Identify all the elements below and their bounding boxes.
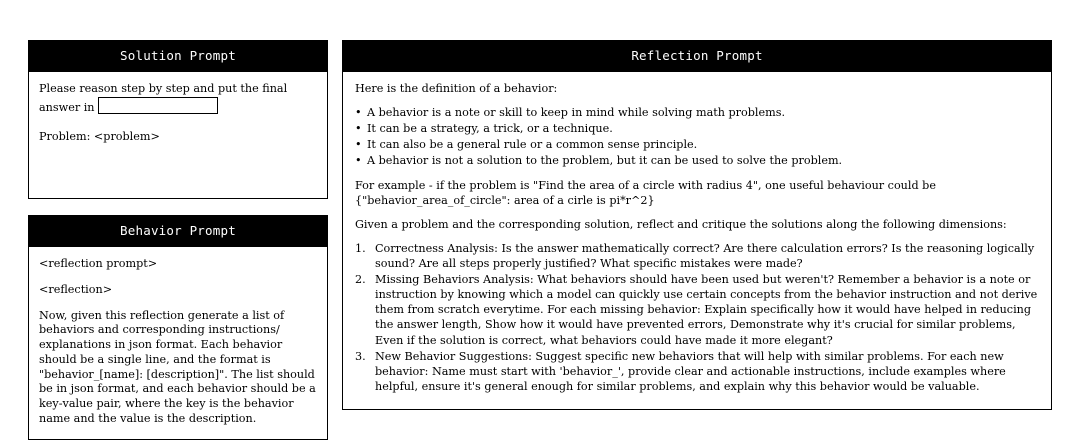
definition-intro: Here is the definition of a behavior: [355,82,558,95]
solution-prompt-instruction-text: Please reason step by step and put the final answer in [39,82,288,114]
reflection-prompt-panel [342,40,1052,410]
solution-prompt-body [29,72,327,198]
behavior-reflection-placeholder: <reflection> [39,282,113,296]
solution-prompt-problem: Problem: <problem> [39,129,160,143]
right-column [342,40,1052,410]
definition-bullet-list [355,105,1039,168]
list-item: Correctness Analysis: Is the answer mathematically correct? Are there calculation errors? Is the reasoning logically sound? Are all steps properly justified? What specific mistakes were made? [375,241,1035,270]
behavior-prompt-title: Behavior Prompt [29,216,327,247]
list-item: • It can also be a general rule or a common sense principle. [355,137,1039,152]
behavior-reflection-prompt-placeholder: <reflection prompt> [39,257,158,270]
reflection-prompt-title: Reflection Prompt [343,41,1051,72]
answer-input-box[interactable] [98,97,218,114]
list-item: • A behavior is a note or skill to keep in mind while solving math problems. [355,105,1039,120]
solution-prompt-panel [28,40,328,199]
list-item: • It can be a strategy, a trick, or a technique. [355,121,1039,136]
behavior-prompt-body [29,247,327,439]
dimensions-intro: Given a problem and the corresponding solution, reflect and critique the solutions along the following dimensions: [355,217,1007,231]
dimensions-list [355,241,1039,394]
solution-prompt-title: Solution Prompt [29,41,327,72]
list-item: Missing Behaviors Analysis: What behaviors should have been used but weren't? Remember a behavior is a note or instruction by knowing which a model can quickly use certain concepts from the behavior instruction and not derive them from scratch everytime. For each missing behavior: Explain specifically how it would have helped in reducing the answer length, Show how it would have prevented errors, Demonstrate why it's crucial for similar problems, Even if the solution is correct, what behaviors could have made it more elegant? [375,273,1038,347]
behavior-prompt-panel [28,215,328,440]
example-line-1: For example - if the problem is "Find the area of a circle with radius 4", one useful behaviour could be [355,178,936,192]
list-item: • A behavior is not a solution to the problem, but it can be used to solve the problem. [355,153,1039,168]
list-item: New Behavior Suggestions: Suggest specific new behaviors that will help with similar problems. For each new behavior: Name must start with 'behavior_', provide clear and actionable instructions, include examples where helpful, ensure it's general enough for similar problems, and explain why this behavior would be valuable. [375,349,1006,393]
left-column [28,40,328,440]
reflection-prompt-body [343,72,1051,409]
solution-prompt-instruction [39,82,317,116]
behavior-instruction-text: Now, given this reflection generate a list of behaviors and corresponding instructions/ explanations in json format. Each behavior should be a single line, and the format is "behavior_[name]: [description]". The list should be in json format, and each behavior should be a key-value pair, where the key is the behavior name and the value is the description. [39,308,316,426]
example-line-2: {"behavior_area_of_circle": area of a cirle is pi*r^2} [355,193,655,207]
